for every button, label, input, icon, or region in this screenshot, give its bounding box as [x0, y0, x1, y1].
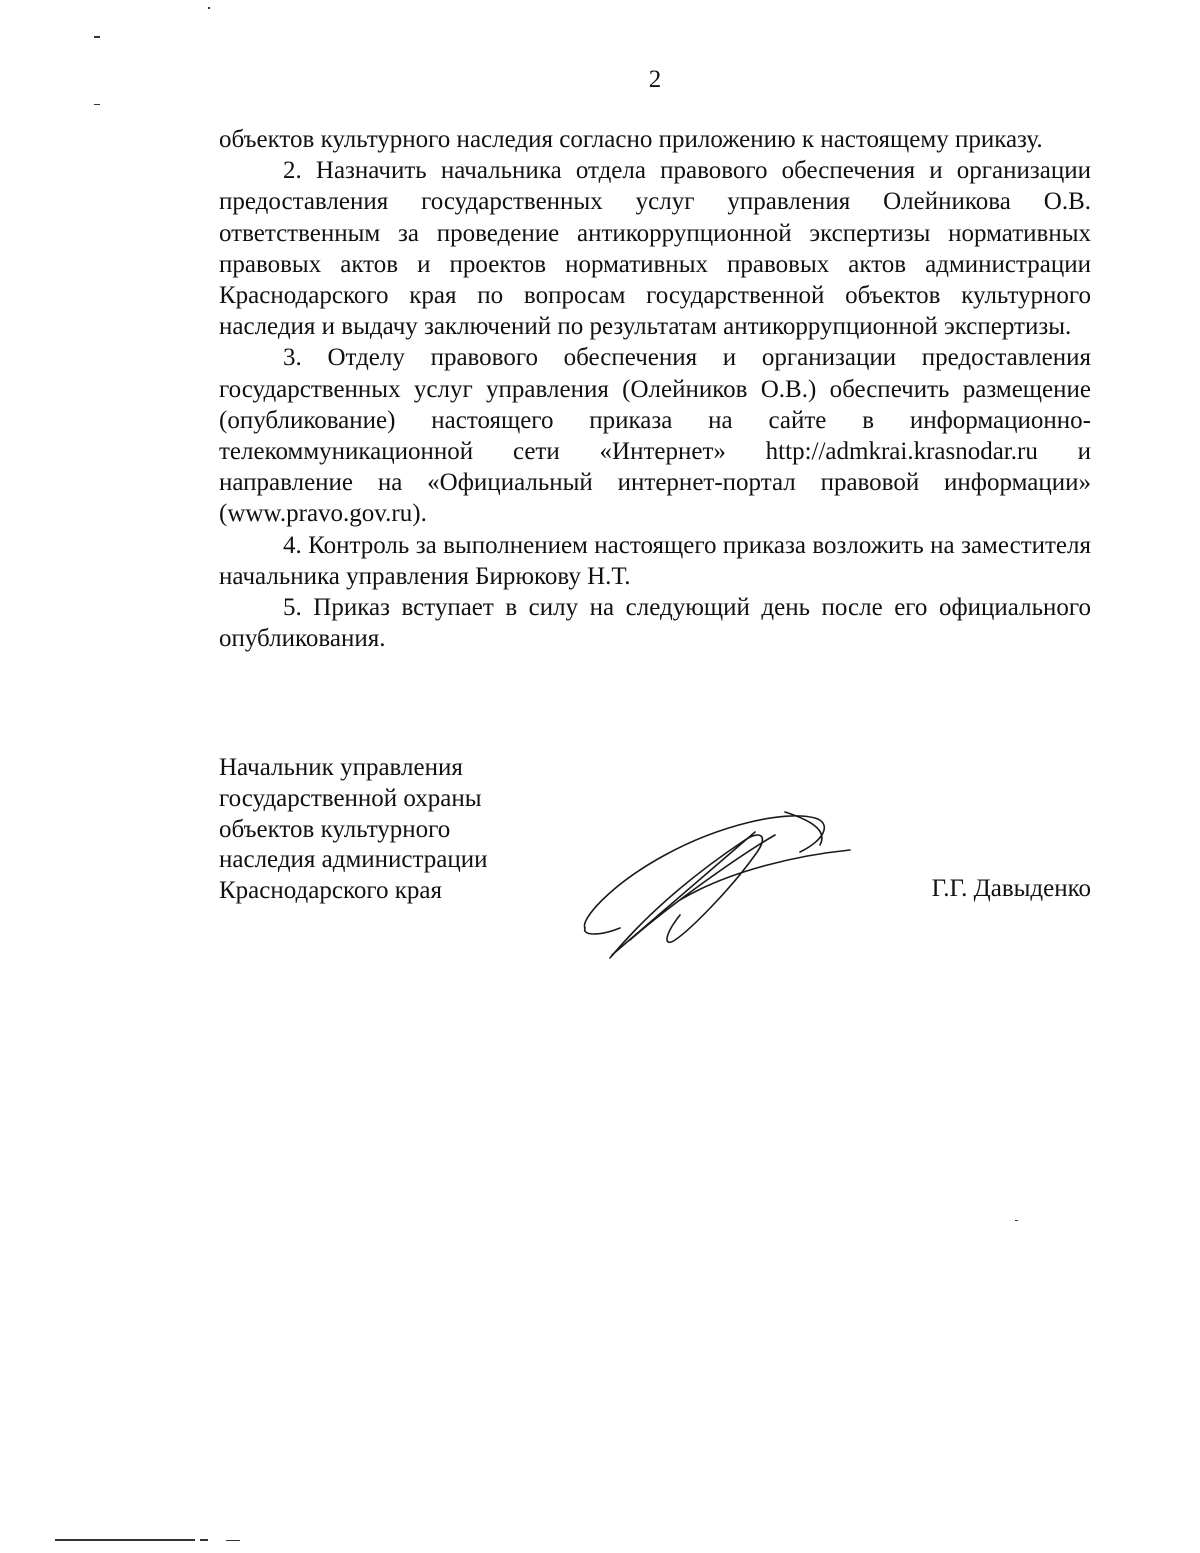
paragraph-item-5: 5. Приказ вступает в силу на следующий день после его официального опубликования.	[219, 594, 1091, 653]
page-number: 2	[648, 66, 662, 93]
signatory-title-line: Начальник управления	[219, 754, 463, 781]
handwritten-signature	[570, 800, 860, 970]
paragraph-continuation: объектов культурного наследия согласно приложению к настоящему приказу.	[219, 126, 1043, 153]
document-body	[219, 124, 1091, 654]
paragraph-item-4: 4. Контроль за выполнением настоящего приказа возложить на заместителя начальника управления Бирюкову Н.Т.	[219, 531, 1091, 590]
scan-artifact	[226, 1540, 240, 1541]
signatory-title	[219, 753, 488, 907]
scan-artifact	[94, 104, 100, 105]
signatory-title-line: наследия администрации	[219, 846, 488, 874]
scan-artifact	[55, 1539, 195, 1541]
paragraph-item-3: 3. Отделу правового обеспечения и организации предоставления государственных услуг управления (Олейников О.В.) обеспечить размещение (опубликование) настоящего приказа на сайте в информационно-телекоммуникационной сети «Интернет» http://admkrai.krasnodar.ru и направление на «Официальный интернет-портал правовой информации» (www.pravo.gov.ru).	[219, 344, 1091, 528]
scan-artifact	[200, 1539, 208, 1541]
signatory-title-line: Краснодарского края	[219, 877, 442, 905]
signatory-name: Г.Г. Давыденко	[931, 875, 1091, 902]
signatory-title-line: объектов культурного	[219, 815, 451, 843]
scan-artifact	[1015, 1220, 1018, 1221]
scan-artifact	[208, 7, 210, 9]
paragraph-item-2: 2. Назначить начальника отдела правового обеспечения и организации предоставления государственных услуг управления Олейникова О.В. ответственным за проведение антикоррупционной экспертизы нормативных правовых актов и проектов нормативных правовых актов администрации Краснодарского края по вопросам государственной объектов культурного наследия и выдачу заключений по результатам антикоррупционной экспертизы.	[219, 157, 1091, 341]
scan-artifact	[94, 36, 100, 38]
signatory-title-line: государственной охраны	[219, 784, 482, 812]
